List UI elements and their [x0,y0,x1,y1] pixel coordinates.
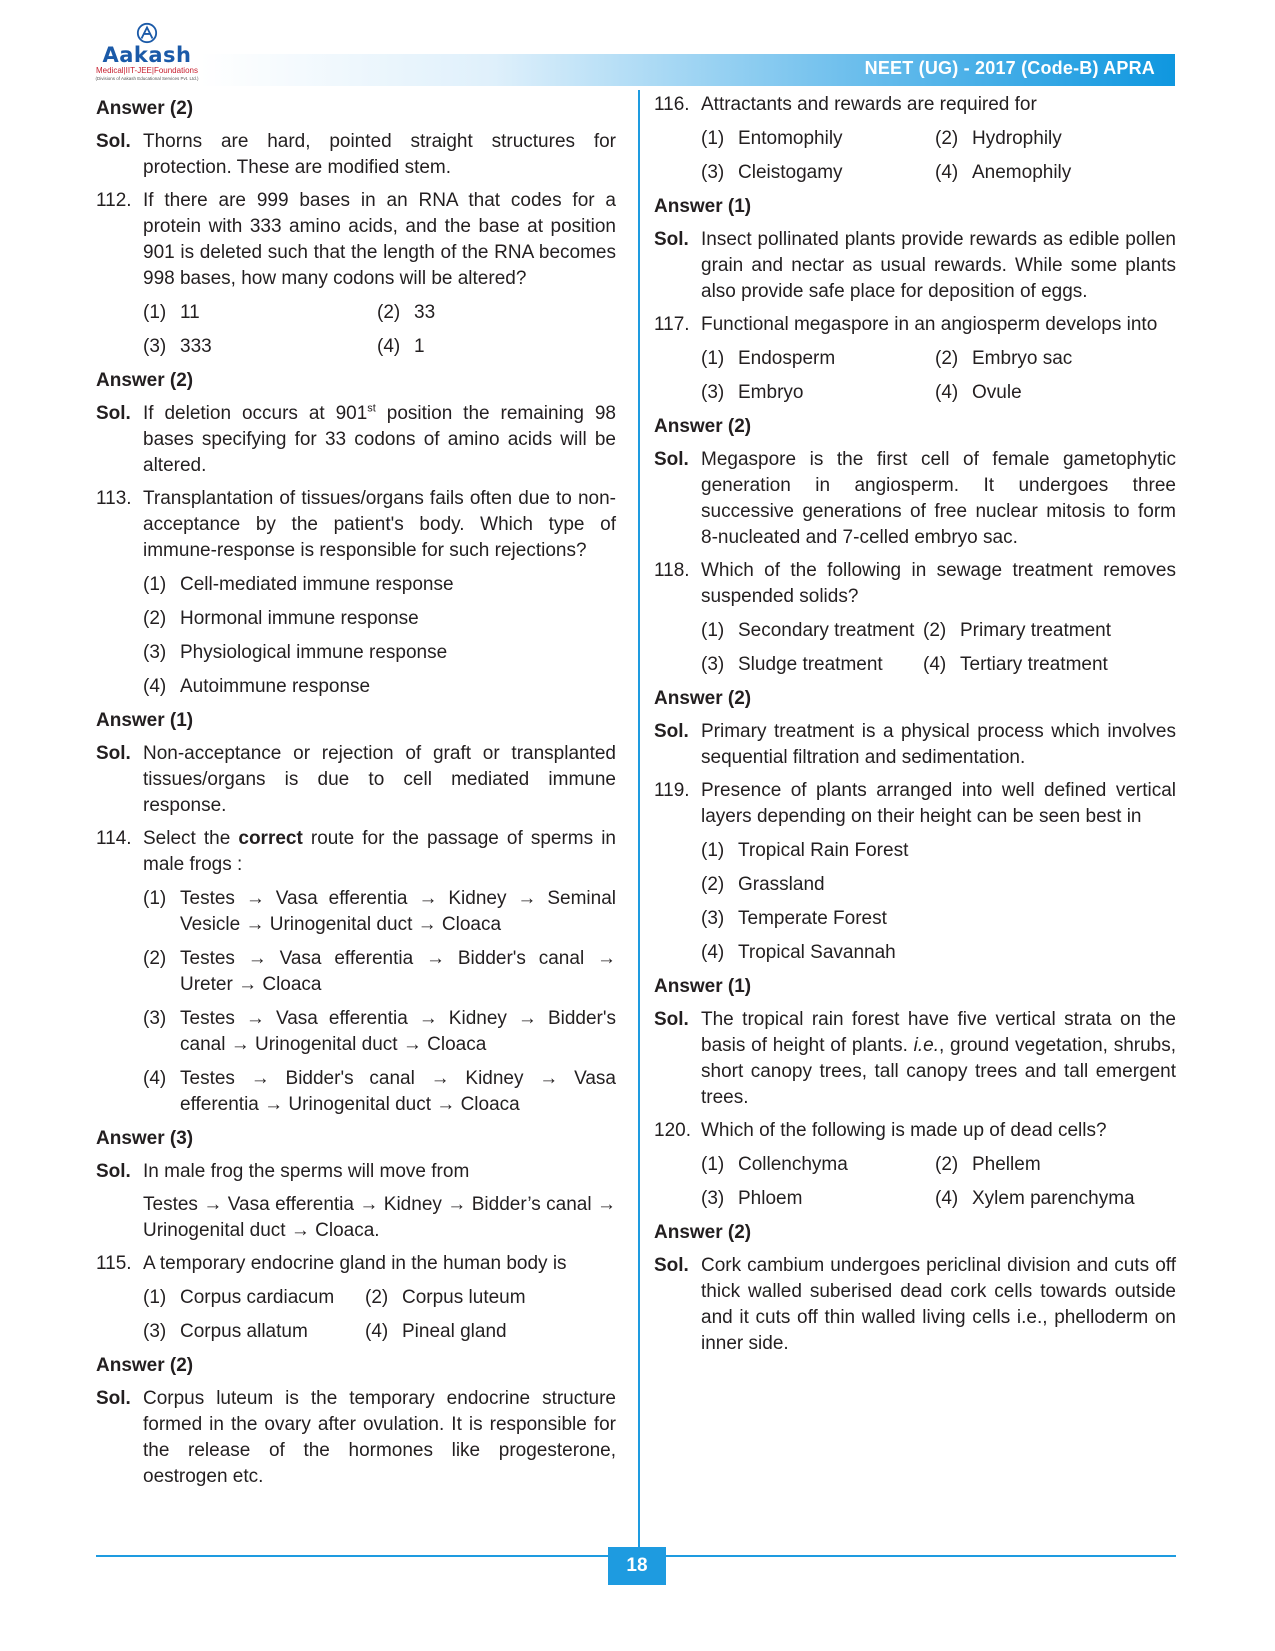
option-text: Endosperm [738,348,836,369]
option-3 [701,652,923,678]
option-text: Phellem [972,1154,1041,1175]
column-divider [638,90,640,1553]
option-text: Secondary treatment [738,620,915,641]
option-number: (1) [143,574,167,595]
option-text: Primary treatment [960,620,1111,641]
solution-114-route [96,1192,616,1244]
solution-117 [654,447,1176,551]
question-113 [96,486,616,564]
option-text: Corpus cardiacum [180,1287,335,1308]
question-text-cont: route for the passage of sperms in male frogs : [143,828,616,875]
answer-119: Answer (1) [654,976,752,997]
question-text: Select the [143,828,239,849]
option-number: (1) [701,348,725,369]
option-4 [654,940,1176,966]
option-number: (4) [935,1188,959,1209]
right-column [654,92,1176,1364]
option-text: Cell-mediated immune response [180,574,454,595]
option-text: Testes → Vasa efferentia → Kidney → Seminal Vesicle → Urinogenital duct → Cloaca [180,888,616,935]
option-number: (3) [701,1188,725,1209]
options-120 [654,1152,1176,1212]
option-number: (4) [935,162,959,183]
options-112 [96,300,616,360]
solution-112 [96,401,616,479]
question-number: 117. [654,314,690,335]
option-1 [654,838,1176,864]
option-1 [701,126,935,152]
option-number: (3) [701,382,725,403]
solution-text: In male frog the sperms will move from [143,1161,470,1182]
option-1 [701,618,923,644]
answer-113: Answer (1) [96,710,194,731]
option-3 [701,380,935,406]
option-number: (4) [143,676,167,697]
logo-wordmark: Aakash [102,43,192,67]
solution-text: Non-acceptance or rejection of graft or transplanted tissues/organs is due to cell mediated immune response. [143,743,616,816]
option-number: (2) [377,302,401,323]
logo-subtitle: (Divisions of Aakash Educational Services Pvt. Ltd.) [95,76,199,81]
logo-tagline: Medical|IIT-JEE|Foundations [96,66,198,75]
aakash-logo [92,22,202,92]
solution-113 [96,741,616,819]
solution-116 [654,227,1176,305]
option-text: Autoimmune response [180,676,371,697]
option-number: (3) [143,642,167,663]
question-118 [654,558,1176,610]
sol-label: Sol. [654,721,689,742]
question-number: 120. [654,1120,691,1141]
option-1 [701,1152,935,1178]
solution-text: The tropical rain forest have five vertical strata on the basis of height of plants. [701,1009,1176,1056]
question-emphasis: correct [238,828,303,849]
option-2 [96,606,616,632]
header-band [200,54,1175,86]
question-text: Which of the following is made up of dead cells? [701,1120,1107,1141]
question-117 [654,312,1176,338]
option-text: Hydrophily [972,128,1062,149]
question-text: A temporary endocrine gland in the human body is [143,1253,567,1274]
option-number: (3) [143,336,167,357]
options-116 [654,126,1176,186]
solution-text: Insect pollinated plants provide rewards as edible pollen grain and nectar as usual rewards. While some plants also provide safe place for deposition of eggs. [701,229,1176,302]
sol-label: Sol. [654,1255,689,1276]
solution-text: Corpus luteum is the temporary endocrine structure formed in the ovary after ovulation. It is responsible for the release of the hormones like progesterone, oestrogen etc. [143,1388,616,1487]
option-text: Xylem parenchyma [972,1188,1135,1209]
question-112 [96,188,616,292]
option-4 [96,674,616,700]
option-number: (1) [701,128,725,149]
question-number: 115. [96,1253,132,1274]
question-number: 113. [96,488,132,509]
option-text: Tropical Savannah [738,942,896,963]
answer-112: Answer (2) [96,370,194,391]
option-text: Hormonal immune response [180,608,419,629]
sol-label: Sol. [96,403,131,424]
option-text: Temperate Forest [738,908,887,929]
sol-label: Sol. [654,1009,689,1030]
solution-115 [96,1386,616,1490]
aakash-emblem-icon [136,22,158,44]
option-number: (1) [701,1154,725,1175]
option-number: (1) [143,1287,167,1308]
question-114 [96,826,616,878]
options-115 [96,1285,616,1345]
option-text: Testes → Vasa efferentia → Bidder's canal → Ureter → Cloaca [180,948,616,995]
solution-120 [654,1253,1176,1357]
option-text: 1 [414,336,425,357]
solution-text-cont: position the remaining 98 bases specifying for 33 codons of amino acids will be altered. [143,403,616,476]
option-number: (1) [701,620,725,641]
option-number: (4) [935,382,959,403]
solution-text: Cork cambium undergoes periclinal division and cuts off thick walled suberised dead cork cells towards outside and it cuts off thin walled living cells i.e., phelloderm on inner side. [701,1255,1176,1354]
question-number: 119. [654,780,690,801]
option-3 [96,1006,616,1058]
option-1 [96,572,616,598]
option-number: (2) [701,874,725,895]
solution-111 [96,129,616,181]
option-number: (1) [143,888,167,909]
option-text: Corpus allatum [180,1321,308,1342]
option-text: Testes → Vasa efferentia → Kidney → Bidder's canal → Urinogenital duct → Cloaca [180,1008,616,1055]
superscript: st [367,402,376,415]
question-text: Transplantation of tissues/organs fails often due to non-acceptance by the patient's body. Which type of immune-response is responsible for such rejections? [143,488,616,561]
option-text: Collenchyma [738,1154,848,1175]
option-1 [701,346,935,372]
question-120 [654,1118,1176,1144]
question-text: Attractants and rewards are required for [701,94,1037,115]
question-text: Presence of plants arranged into well defined vertical layers depending on their height can be seen best in [701,780,1176,827]
option-text: Tertiary treatment [960,654,1108,675]
option-3 [701,1186,935,1212]
solution-118 [654,719,1176,771]
option-2 [935,1152,1176,1178]
option-text: 333 [180,336,212,357]
option-number: (4) [923,654,947,675]
answer-114: Answer (3) [96,1128,194,1149]
option-number: (3) [701,654,725,675]
option-text: 33 [414,302,436,323]
option-4 [935,160,1176,186]
option-text: Testes → Bidder's canal → Kidney → Vasa efferentia → Urinogenital duct → Cloaca [180,1068,616,1115]
option-3 [143,1319,365,1345]
option-text: Cleistogamy [738,162,843,183]
option-number: (1) [701,840,725,861]
question-number: 116. [654,94,690,115]
sol-label: Sol. [96,1388,131,1409]
option-4 [935,1186,1176,1212]
solution-italic: i.e. [913,1035,939,1056]
option-4 [377,334,616,360]
option-1 [96,886,616,938]
option-number: (2) [365,1287,389,1308]
option-2 [654,872,1176,898]
option-number: (3) [701,908,725,929]
option-2 [377,300,616,326]
question-number: 118. [654,560,690,581]
question-text: Which of the following in sewage treatment removes suspended solids? [701,560,1176,607]
option-number: (4) [365,1321,389,1342]
question-text: If there are 999 bases in an RNA that codes for a protein with 333 amino acids, and the base at position 901 is deleted such that the length of the RNA becomes 998 bases, how many codons will be altered? [143,190,616,289]
answer-120: Answer (2) [654,1222,752,1243]
option-3 [654,906,1176,932]
sol-label: Sol. [96,1161,131,1182]
option-3 [701,160,935,186]
question-number: 112. [96,190,132,211]
answer-115: Answer (2) [96,1355,194,1376]
question-119 [654,778,1176,830]
option-text: Entomophily [738,128,843,149]
solution-114 [96,1159,616,1185]
option-4 [935,380,1176,406]
answer-111: Answer (2) [96,98,194,119]
question-115 [96,1251,616,1277]
option-text: Tropical Rain Forest [738,840,909,861]
option-number: (2) [143,948,167,969]
option-2 [935,346,1176,372]
option-number: (2) [935,348,959,369]
option-2 [96,946,616,998]
option-2 [935,126,1176,152]
question-116 [654,92,1176,118]
option-number: (3) [143,1321,167,1342]
option-text: Phloem [738,1188,803,1209]
option-2 [365,1285,616,1311]
option-1 [143,1285,365,1311]
solution-text: Thorns are hard, pointed straight structures for protection. These are modified stem. [143,131,616,178]
option-4 [96,1066,616,1118]
option-text: Embryo sac [972,348,1073,369]
page-number: 18 [608,1547,666,1585]
option-text: Sludge treatment [738,654,883,675]
option-text: Physiological immune response [180,642,448,663]
solution-text: Primary treatment is a physical process which involves sequential filtration and sedimentation. [701,721,1176,768]
option-1 [143,300,377,326]
option-4 [365,1319,616,1345]
option-text: Anemophily [972,162,1072,183]
sol-label: Sol. [96,131,131,152]
option-text: 11 [180,302,200,323]
answer-116: Answer (1) [654,196,752,217]
sol-label: Sol. [96,743,131,764]
option-number: (2) [935,128,959,149]
option-number: (4) [701,942,725,963]
option-number: (1) [143,302,167,323]
answer-117: Answer (2) [654,416,752,437]
option-text: Embryo [738,382,804,403]
solution-text-cont: , ground vegetation, shrubs, short canopy trees, tall canopy trees and tall emergent trees. [701,1035,1177,1108]
exam-title: NEET (UG) - 2017 (Code-B) APRA [864,58,1155,78]
option-number: (3) [143,1008,167,1029]
answer-118: Answer (2) [654,688,752,709]
option-number: (2) [923,620,947,641]
option-number: (3) [701,162,725,183]
options-118 [654,618,1176,678]
option-4 [923,652,1176,678]
sol-label: Sol. [654,449,689,470]
solution-text: Megaspore is the first cell of female gametophytic generation in angiosperm. It undergoes three successive generations of free nuclear mitosis to form 8-nucleated and 7-celled embryo sac. [701,449,1176,548]
option-3 [96,640,616,666]
option-2 [923,618,1176,644]
solution-text: If deletion occurs at 901 [143,403,368,424]
option-text: Grassland [738,874,825,895]
option-number: (2) [935,1154,959,1175]
option-number: (4) [143,1068,167,1089]
question-number: 114. [96,828,132,849]
solution-119 [654,1007,1176,1111]
option-text: Corpus luteum [402,1287,526,1308]
option-text: Ovule [972,382,1022,403]
options-117 [654,346,1176,406]
option-3 [143,334,377,360]
question-text: Functional megaspore in an angiosperm develops into [701,314,1158,335]
left-column [96,92,616,1497]
option-text: Pineal gland [402,1321,507,1342]
option-number: (4) [377,336,401,357]
option-number: (2) [143,608,167,629]
solution-route-text: Testes → Vasa efferentia → Kidney → Bidder’s canal → Urinogenital duct → Cloaca. [143,1194,616,1241]
sol-label: Sol. [654,229,689,250]
